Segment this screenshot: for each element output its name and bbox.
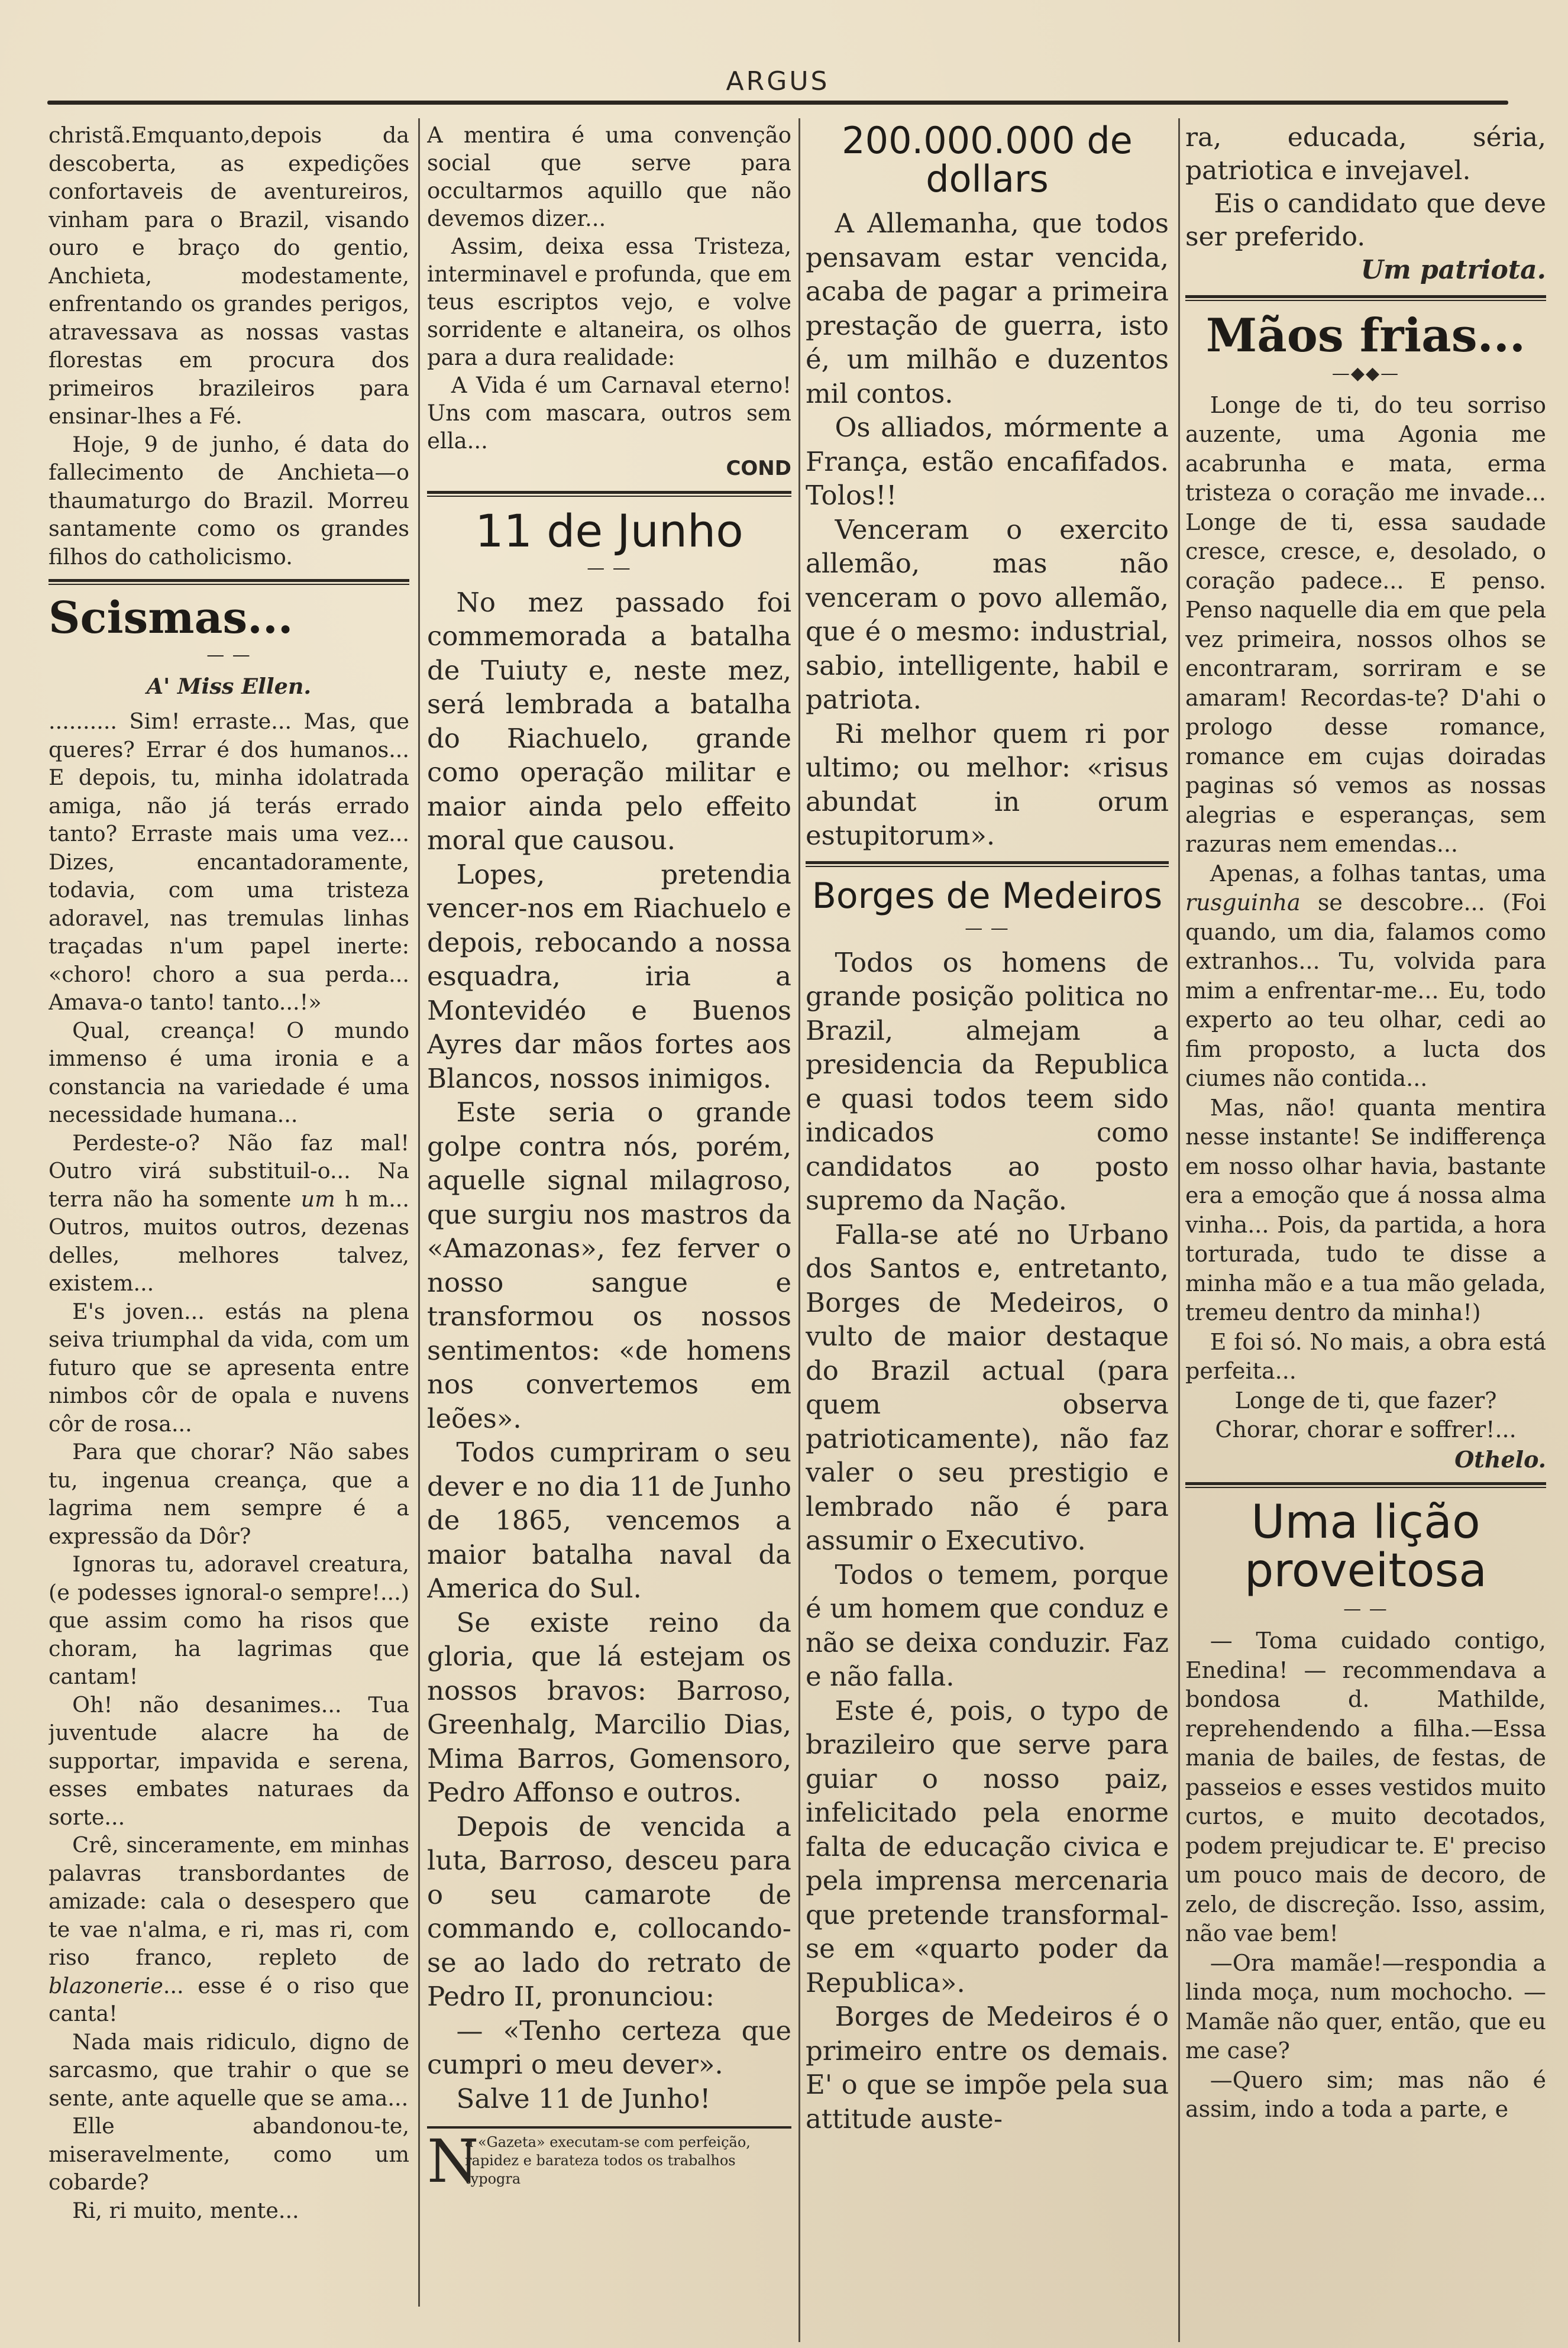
paragraph: Depois de vencida a luta, Barroso, desceu para o seu camarote de commando e, collocando-se ao lado do retrato de Pedro II, pronunciou:: [427, 1810, 791, 2013]
paragraph: Para que chorar? Não sabes tu, ingenua creança, que a lagrima nem sempre é a expressão da Dôr?: [49, 1439, 409, 1549]
paragraph: .......... Sim! erraste... Mas, que queres? Errar é dos humanos... E depois, tu, minha idolatrada amiga, não já terás errado tanto? Erraste mais uma vez... Dizes, encantadoramente, todavia, com uma tristeza adoravel, nas tremulas linhas traçadas n'um papel inerte: «choro! choro a sua perda... Amava-o tanto! tanto...!»: [49, 709, 409, 1015]
paragraph: E foi só. No mais, a obra está perfeita...: [1185, 1328, 1546, 1385]
paragraph: Todos cumpriram o seu dever e no dia 11 de Junho de 1865, vencemos a maior batalha naval da America do Sul.: [427, 1437, 791, 1605]
continued-article: [427, 121, 791, 483]
newspaper-title: ARGUS: [726, 66, 830, 96]
emphasis: rusguinha: [1185, 890, 1301, 916]
title-ornament: —◆◆—: [1331, 363, 1400, 384]
article-uma-licao-proveitosa: [1185, 1496, 1546, 2124]
dedication: A' Miss Ellen.: [146, 673, 312, 699]
paragraph: Se existe reino da gloria, que lá estejam os nossos bravos: Barroso, Greenhalg, Marcilio Dias, Mima Barros, Gomensoro, Pedro Affonso e outros.: [427, 1606, 791, 1809]
paragraph: Ignoras tu, adoravel creatura, (e podesses ignoral-o sempre!...) que assim como ha risos que choram, ha lagrimas que cantam!: [49, 1551, 409, 1690]
section-rule: [1185, 295, 1546, 301]
paragraph: [1185, 859, 1546, 1094]
paragraph: Nada mais ridiculo, digno de sarcasmo, que trahir o que se sente, ante aquelle que se ama...: [49, 2029, 409, 2111]
text-run: Perdeste-o? Não faz mal! Outro virá substituil-o... Na terra não ha somente: [49, 1130, 409, 1212]
emphasis: blazonerie: [49, 1972, 163, 1998]
title-dash: — —: [587, 557, 632, 578]
text-run: Apenas, a folhas tantas, uma: [1210, 860, 1546, 887]
article-title: Scismas...: [49, 593, 293, 643]
paragraph: Borges de Medeiros é o primeiro entre os demais. E' o que se impõe pela sua attitude auste-: [806, 2001, 1169, 2134]
signature: Othelo.: [1454, 1445, 1546, 1473]
article-title: Borges de Medeiros: [812, 875, 1163, 917]
column-2: [427, 121, 791, 2327]
paragraph: E's joven... estás na plena seiva triumphal da vida, com um futuro que se apresenta entre nimbos côr de opala e nuvens côr de rosa...: [49, 1298, 409, 1437]
article-maos-frias: [1185, 309, 1546, 1474]
paragraph: Este seria o grande golpe contra nós, porém, aquelle signal milagroso, que surgiu nos mastros da «Amazonas», fez ferver o nosso sangue e transformou os nossos sentimentos: «de homens nos convertemos em leões».: [427, 1097, 791, 1434]
paragraph: A Allemanha, que todos pensavam estar vencida, acaba de pagar a primeira prestação de guerra, isto é, um milhão e duzentos mil contos.: [806, 208, 1169, 409]
signature: COND: [726, 457, 791, 480]
column-4: [1185, 121, 1546, 2327]
paragraph: Chorar, chorar e soffrer!...: [1215, 1416, 1517, 1443]
column-1: [49, 121, 409, 2298]
article-scismas: [49, 593, 409, 2224]
paragraph: A mentira é uma convenção social que serve para occultarmos aquillo que não devemos dizer...: [427, 122, 791, 231]
paragraph: — Toma cuidado contigo, Enedina! — recommendava a bondosa d. Mathilde, reprehendendo a filha.—Essa mania de bailes, de festas, de passeios e esses vestidos muito curtos, e muito decotados, podem prejudicar te. E' preciso um pouco mais de decoro, de zelo, de discreção. Isso, assim, não vae bem!: [1185, 1628, 1546, 1947]
section-rule: [806, 861, 1169, 867]
article-11-de-junho: [427, 504, 791, 2116]
paragraph: A Vida é um Carnaval eterno! Uns com mascara, outros sem ella...: [427, 373, 791, 454]
paragraph: Hoje, 9 de junho, é data do fallecimento de Anchieta—o thaumaturgo do Brazil. Morreu santamente como os grandes filhos do catholicismo.: [49, 431, 409, 570]
article-title: Uma lição proveitosa: [1244, 1496, 1488, 1598]
paragraph: —Quero sim; mas não é assim, indo a toda a parte, e: [1185, 2066, 1546, 2123]
masthead-rule: [47, 101, 1508, 105]
paragraph: Os alliados, mórmente a França, estão encafifados. Tolos!!: [806, 412, 1169, 512]
text-run: h m... Outros, muitos outros, dezenas delles, melhores talvez, existem...: [49, 1186, 409, 1296]
paragraph: Qual, creança! O mundo immenso é uma ironia e a constancia na variedade é uma necessidade humana...: [49, 1017, 409, 1128]
paragraph: [49, 1129, 409, 1298]
emphasis: um: [300, 1186, 335, 1212]
paragraph: christã.Emquanto,depois da descoberta, as expedições confortaveis de aventureiros, vinham para o Brazil, visando ouro e braço do gentio, Anchieta, modestamente, enfrentando os grandes perigos, atravessava as nossas vastas florestas em procura dos primeiros brazileiros para ensinar-lhes a Fé.: [49, 122, 409, 429]
drop-cap: N: [427, 2127, 479, 2197]
paragraph: Longe de ti, que fazer?: [1234, 1387, 1497, 1414]
paragraph: Falla-se até no Urbano dos Santos e, entretanto, Borges de Medeiros, o vulto de maior destaque do Brazil actual (para quem observa patrioticamente), não faz valer o seu prestigio e lembrado não é para assumir o Executivo.: [806, 1218, 1169, 1557]
paragraph: Oh! não desanimes... Tua juventude alacre ha de supportar, impavida e serena, esses embates naturaes da sorte...: [49, 1692, 409, 1830]
article-title: 200.000.000 de dollars: [842, 121, 1133, 201]
continued-article: [1185, 121, 1546, 287]
title-dash: — —: [1343, 1599, 1388, 1620]
paragraph: Salve 11 de Junho!: [456, 2082, 711, 2114]
paragraph: Mas, não! quanta mentira nesse instante! Se indifferença em nosso olhar havia, bastante era a emoção que á nossa alma vinha... Pois, da partida, a hora torturada, tudo te disse a minha mão e a tua mão gelada, tremeu dentro da minha!): [1185, 1094, 1546, 1326]
paragraph: Todos o temem, porque é um homem que conduz e não se deixa conduzir. Faz e não falla.: [806, 1558, 1169, 1693]
paragraph: Longe de ti, do teu sorriso auzente, uma Agonia me acabrunha e mata, erma tristeza o coração me invade... Longe de ti, essa saudade cresce, cresce, e, desolado, o coração padece... E penso. Penso naquelle dia em que pela vez primeira, nossos olhos se encontraram, sorriram e se amaram! Recordas-te? D'ahi o prologo desse romance, romance em cujas doiradas paginas só vemos as nossas alegrias e esperanças, sem razuras nem emendas...: [1185, 392, 1546, 858]
paragraph: Assim, deixa essa Tristeza, interminavel e profunda, que em teus escriptos vejo, e volve sorridente e altaneira, os olhos para a dura realidade:: [427, 234, 791, 370]
article-dollars: [806, 121, 1169, 853]
advertisement: [427, 2126, 791, 2197]
section-rule: [49, 579, 409, 585]
section-rule: [1185, 1482, 1546, 1488]
paragraph: Eis o candidato que deve ser preferido.: [1185, 189, 1546, 252]
article-title: 11 de Junho: [475, 504, 743, 557]
column-divider: [798, 118, 800, 2342]
paragraph: Elle abandonou-te, miseravelmente, como um cobarde?: [49, 2113, 409, 2195]
text-run: ... esse é o riso que canta!: [49, 1972, 409, 2027]
article-title: Mãos frias...: [1205, 309, 1526, 363]
paragraph: Ri, ri muito, mente...: [72, 2197, 299, 2223]
signature: Um patriota.: [1360, 255, 1546, 285]
column-3: [806, 121, 1169, 2327]
continued-article: [49, 121, 409, 571]
paragraph: No mez passado foi commemorada a batalha de Tuiuty e, neste mez, será lembrada a batalha do Riachuelo, grande como operação militar e maior ainda pelo effeito moral que causou.: [427, 586, 791, 856]
paragraph: Todos os homens de grande posição politica no Brazil, almejam a presidencia da Republica e quasi todos teem sido indicados como candidatos ao posto supremo da Nação.: [806, 946, 1169, 1217]
paragraph: Venceram o exercito allemão, mas não venceram o povo allemão, que é o mesmo: industrial, sabio, intelligente, habil e patriota.: [806, 513, 1169, 716]
text-run: Crê, sinceramente, em minhas palavras transbordantes de amizade: cala o desespero que te vae n'alma, e ri, mas ri, com riso franco, repleto de: [49, 1832, 409, 1971]
paragraph: Este é, pois, o typo de brazileiro que serve para guiar o nosso paiz, infelicitado pela enorme falta de educação civica e pela imprensa mercenaria que pretende transformal-se em «quarto poder da Republica».: [806, 1694, 1169, 1998]
section-rule: [427, 491, 791, 497]
article-borges-de-medeiros: [806, 875, 1169, 2136]
masthead: [47, 66, 1508, 108]
title-dash: — —: [206, 644, 251, 665]
paragraph: —Ora mamãe!—respondia a linda moça, num mochocho. —Mamãe não quer, então, que eu me case?: [1185, 1949, 1546, 2064]
paragraph: — «Tenho certeza que cumpri o meu dever».: [427, 2014, 791, 2081]
paragraph: Lopes, pretendia vencer-nos em Riachuelo e depois, rebocando a nossa esquadra, iria a Montevidéo e Buenos Ayres dar mãos fortes aos Blancos, nossos inimigos.: [427, 858, 791, 1094]
text-run: se descobre... (Foi quando, um dia, falamos como extranhos... Tu, volvida para mim a enfrentar-me... Eu, todo experto ao teu olhar, cedi ao fim proposto, a lucta dos ciumes não contida...: [1185, 890, 1546, 1092]
paragraph: Ri melhor quem ri por ultimo; ou melhor: «risus abundat in orum estupitorum».: [806, 717, 1169, 852]
column-divider: [1178, 118, 1180, 2342]
paragraph: [49, 1831, 409, 2028]
title-dash: — —: [965, 917, 1010, 939]
ad-text: a «Gazeta» executam-se com perfeição, rapidez e barateza todos os trabalhos typogra: [465, 2134, 751, 2188]
column-divider: [418, 118, 420, 2307]
paragraph: ra, educada, séria, patriotica e invejavel.: [1185, 122, 1546, 186]
